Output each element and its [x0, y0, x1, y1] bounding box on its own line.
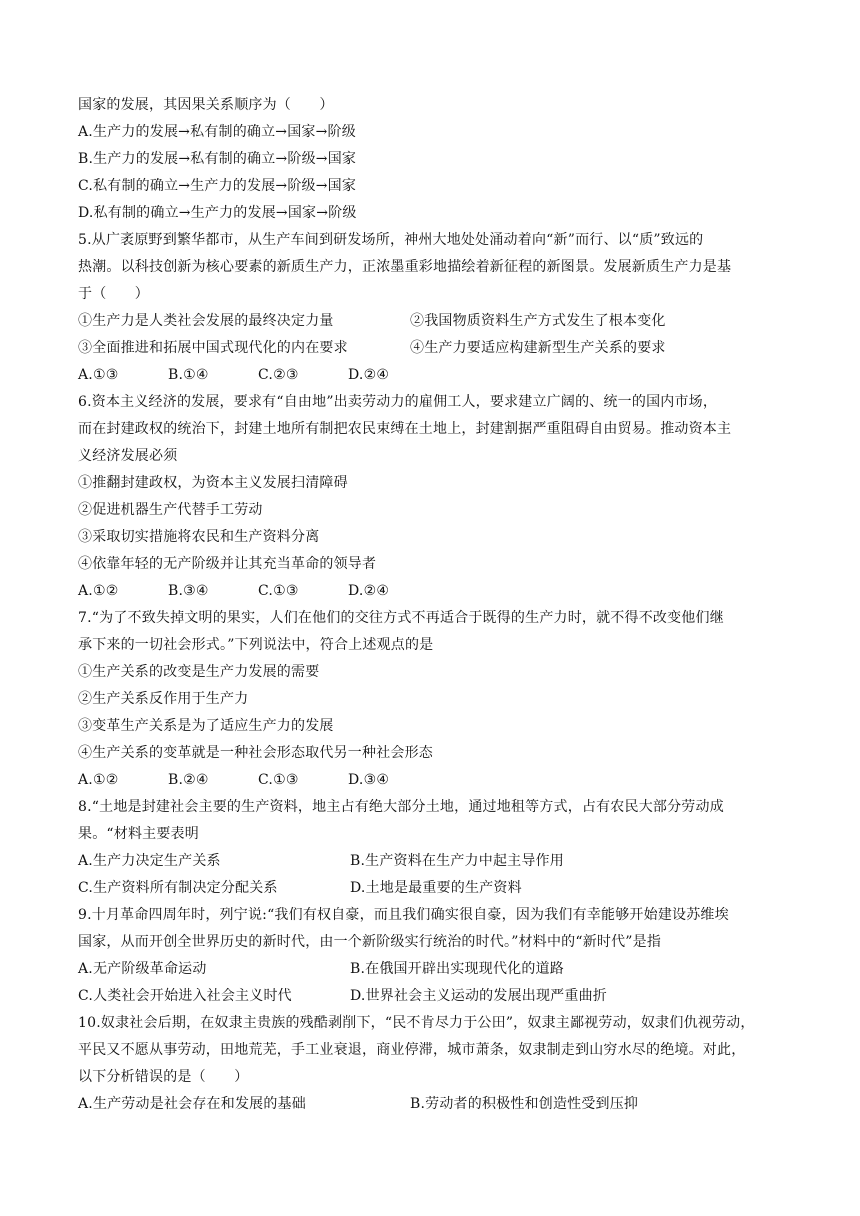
q9-option-c: C.人类社会开始进入社会主义时代 [78, 988, 292, 1004]
q9-stem-line-1: 9.十月革命四周年时，列宁说:“我们有权自豪，而且我们确实很自豪，因为我们有幸能够开始建设苏维埃 [78, 907, 729, 923]
q10-stem-line-3: 以下分析错误的是（ ） [78, 1069, 249, 1085]
q5-stem-line-1: 5.从广袤原野到繁华都市，从生产车间到研发场所，神州大地处处涌动着向“新”而行、以“质”致远的 [78, 232, 704, 248]
q8-option-d: D.土地是最重要的生产资料 [350, 880, 522, 896]
q10-option-a: A.生产劳动是社会存在和发展的基础 [78, 1096, 306, 1112]
q6-statement-4: ④依靠年轻的无产阶级并让其充当革命的领导者 [78, 556, 377, 572]
q7-option-d: D.③④ [348, 772, 390, 788]
q7-option-c: C.①③ [258, 772, 299, 788]
q5-statement-1: ①生产力是人类社会发展的最终决定力量 [78, 313, 334, 329]
q7-statement-2: ②生产关系反作用于生产力 [78, 691, 249, 707]
q7-option-b: B.②④ [168, 772, 209, 788]
q4-stem: 国家的发展，其因果关系顺序为（ ） [78, 97, 334, 113]
q10-stem-line-2: 平民又不愿从事劳动，田地荒芜，手工业衰退，商业停滞，城市萧条，奴隶制走到山穷水尽的绝境。对此， [78, 1042, 746, 1058]
q7-option-a: A.①② [78, 772, 119, 788]
q10-option-b: B.劳动者的积极性和创造性受到压抑 [410, 1096, 639, 1112]
q8-stem-line-1: 8.“土地是封建社会主要的生产资料，地主占有绝大部分土地，通过地租等方式，占有农民大部分劳动成 [78, 799, 724, 815]
q7-stem-line-1: 7.“为了不致失掉文明的果实，人们在他们的交往方式不再适合于既得的生产力时，就不得不改变他们继 [78, 610, 724, 626]
q9-option-b: B.在俄国开辟出实现现代化的道路 [350, 961, 564, 977]
q5-option-b: B.①④ [168, 367, 209, 383]
q5-statement-2: ②我国物质资料生产方式发生了根本变化 [410, 313, 666, 329]
q6-statement-3: ③采取切实措施将农民和生产资料分离 [78, 529, 320, 545]
q5-stem-line-3: 于（ ） [78, 286, 149, 302]
q6-option-c: C.①③ [258, 583, 299, 599]
q5-statement-3: ③全面推进和拓展中国式现代化的内在要求 [78, 340, 348, 356]
q6-statement-1: ①推翻封建政权，为资本主义发展扫清障碍 [78, 475, 348, 491]
q7-stem-line-2: 承下来的一切社会形式。”下列说法中，符合上述观点的是 [78, 637, 434, 653]
q6-stem-line-3: 义经济发展必须 [78, 448, 178, 464]
q6-stem-line-2: 而在封建政权的统治下，封建土地所有制把农民束缚在土地上，封建割据严重阻碍自由贸易。推动资本主 [78, 421, 732, 437]
q5-option-d: D.②④ [348, 367, 390, 383]
q5-option-a: A.①③ [78, 367, 119, 383]
q9-option-a: A.无产阶级革命运动 [78, 961, 207, 977]
q9-option-d: D.世界社会主义运动的发展出现严重曲折 [350, 988, 607, 1004]
q5-stem-line-2: 热潮。以科技创新为核心要素的新质生产力，正浓墨重彩地描绘着新征程的新图景。发展新质生产力是基 [78, 259, 732, 275]
q7-statement-4: ④生产关系的变革就是一种社会形态取代另一种社会形态 [78, 745, 433, 761]
q6-option-d: D.②④ [348, 583, 390, 599]
q9-stem-line-2: 国家，从而开创全世界历史的新时代，由一个新阶级实行统治的时代。”材料中的“新时代”是指 [78, 934, 662, 950]
q8-option-c: C.生产资料所有制决定分配关系 [78, 880, 278, 896]
q5-option-c: C.②③ [258, 367, 299, 383]
q8-stem-line-2: 果。“材料主要表明 [78, 826, 199, 842]
q4-option-c: C.私有制的确立→生产力的发展→阶级→国家 [78, 178, 357, 194]
q5-statement-4: ④生产力要适应构建新型生产关系的要求 [410, 340, 666, 356]
q8-option-a: A.生产力决定生产关系 [78, 853, 221, 869]
q4-option-b: B.生产力的发展→私有制的确立→阶级→国家 [78, 151, 357, 167]
q8-option-b: B.生产资料在生产力中起主导作用 [350, 853, 564, 869]
q6-stem-line-1: 6.资本主义经济的发展，要求有“自由地”出卖劳动力的雇佣工人，要求建立广阔的、统一的国内市场， [78, 394, 718, 410]
q7-statement-3: ③变革生产关系是为了适应生产力的发展 [78, 718, 334, 734]
q4-option-d: D.私有制的确立→生产力的发展→国家→阶级 [78, 205, 357, 221]
q4-option-a: A.生产力的发展→私有制的确立→国家→阶级 [78, 124, 356, 140]
q6-option-b: B.③④ [168, 583, 209, 599]
q6-statement-2: ②促进机器生产代替手工劳动 [78, 502, 263, 518]
q10-stem-line-1: 10.奴隶社会后期，在奴隶主贵族的残酷剥削下，“民不肯尽力于公田”，奴隶主鄙视劳动，奴隶们仇视劳动， [78, 1015, 755, 1031]
q6-option-a: A.①② [78, 583, 119, 599]
q7-statement-1: ①生产关系的改变是生产力发展的需要 [78, 664, 320, 680]
